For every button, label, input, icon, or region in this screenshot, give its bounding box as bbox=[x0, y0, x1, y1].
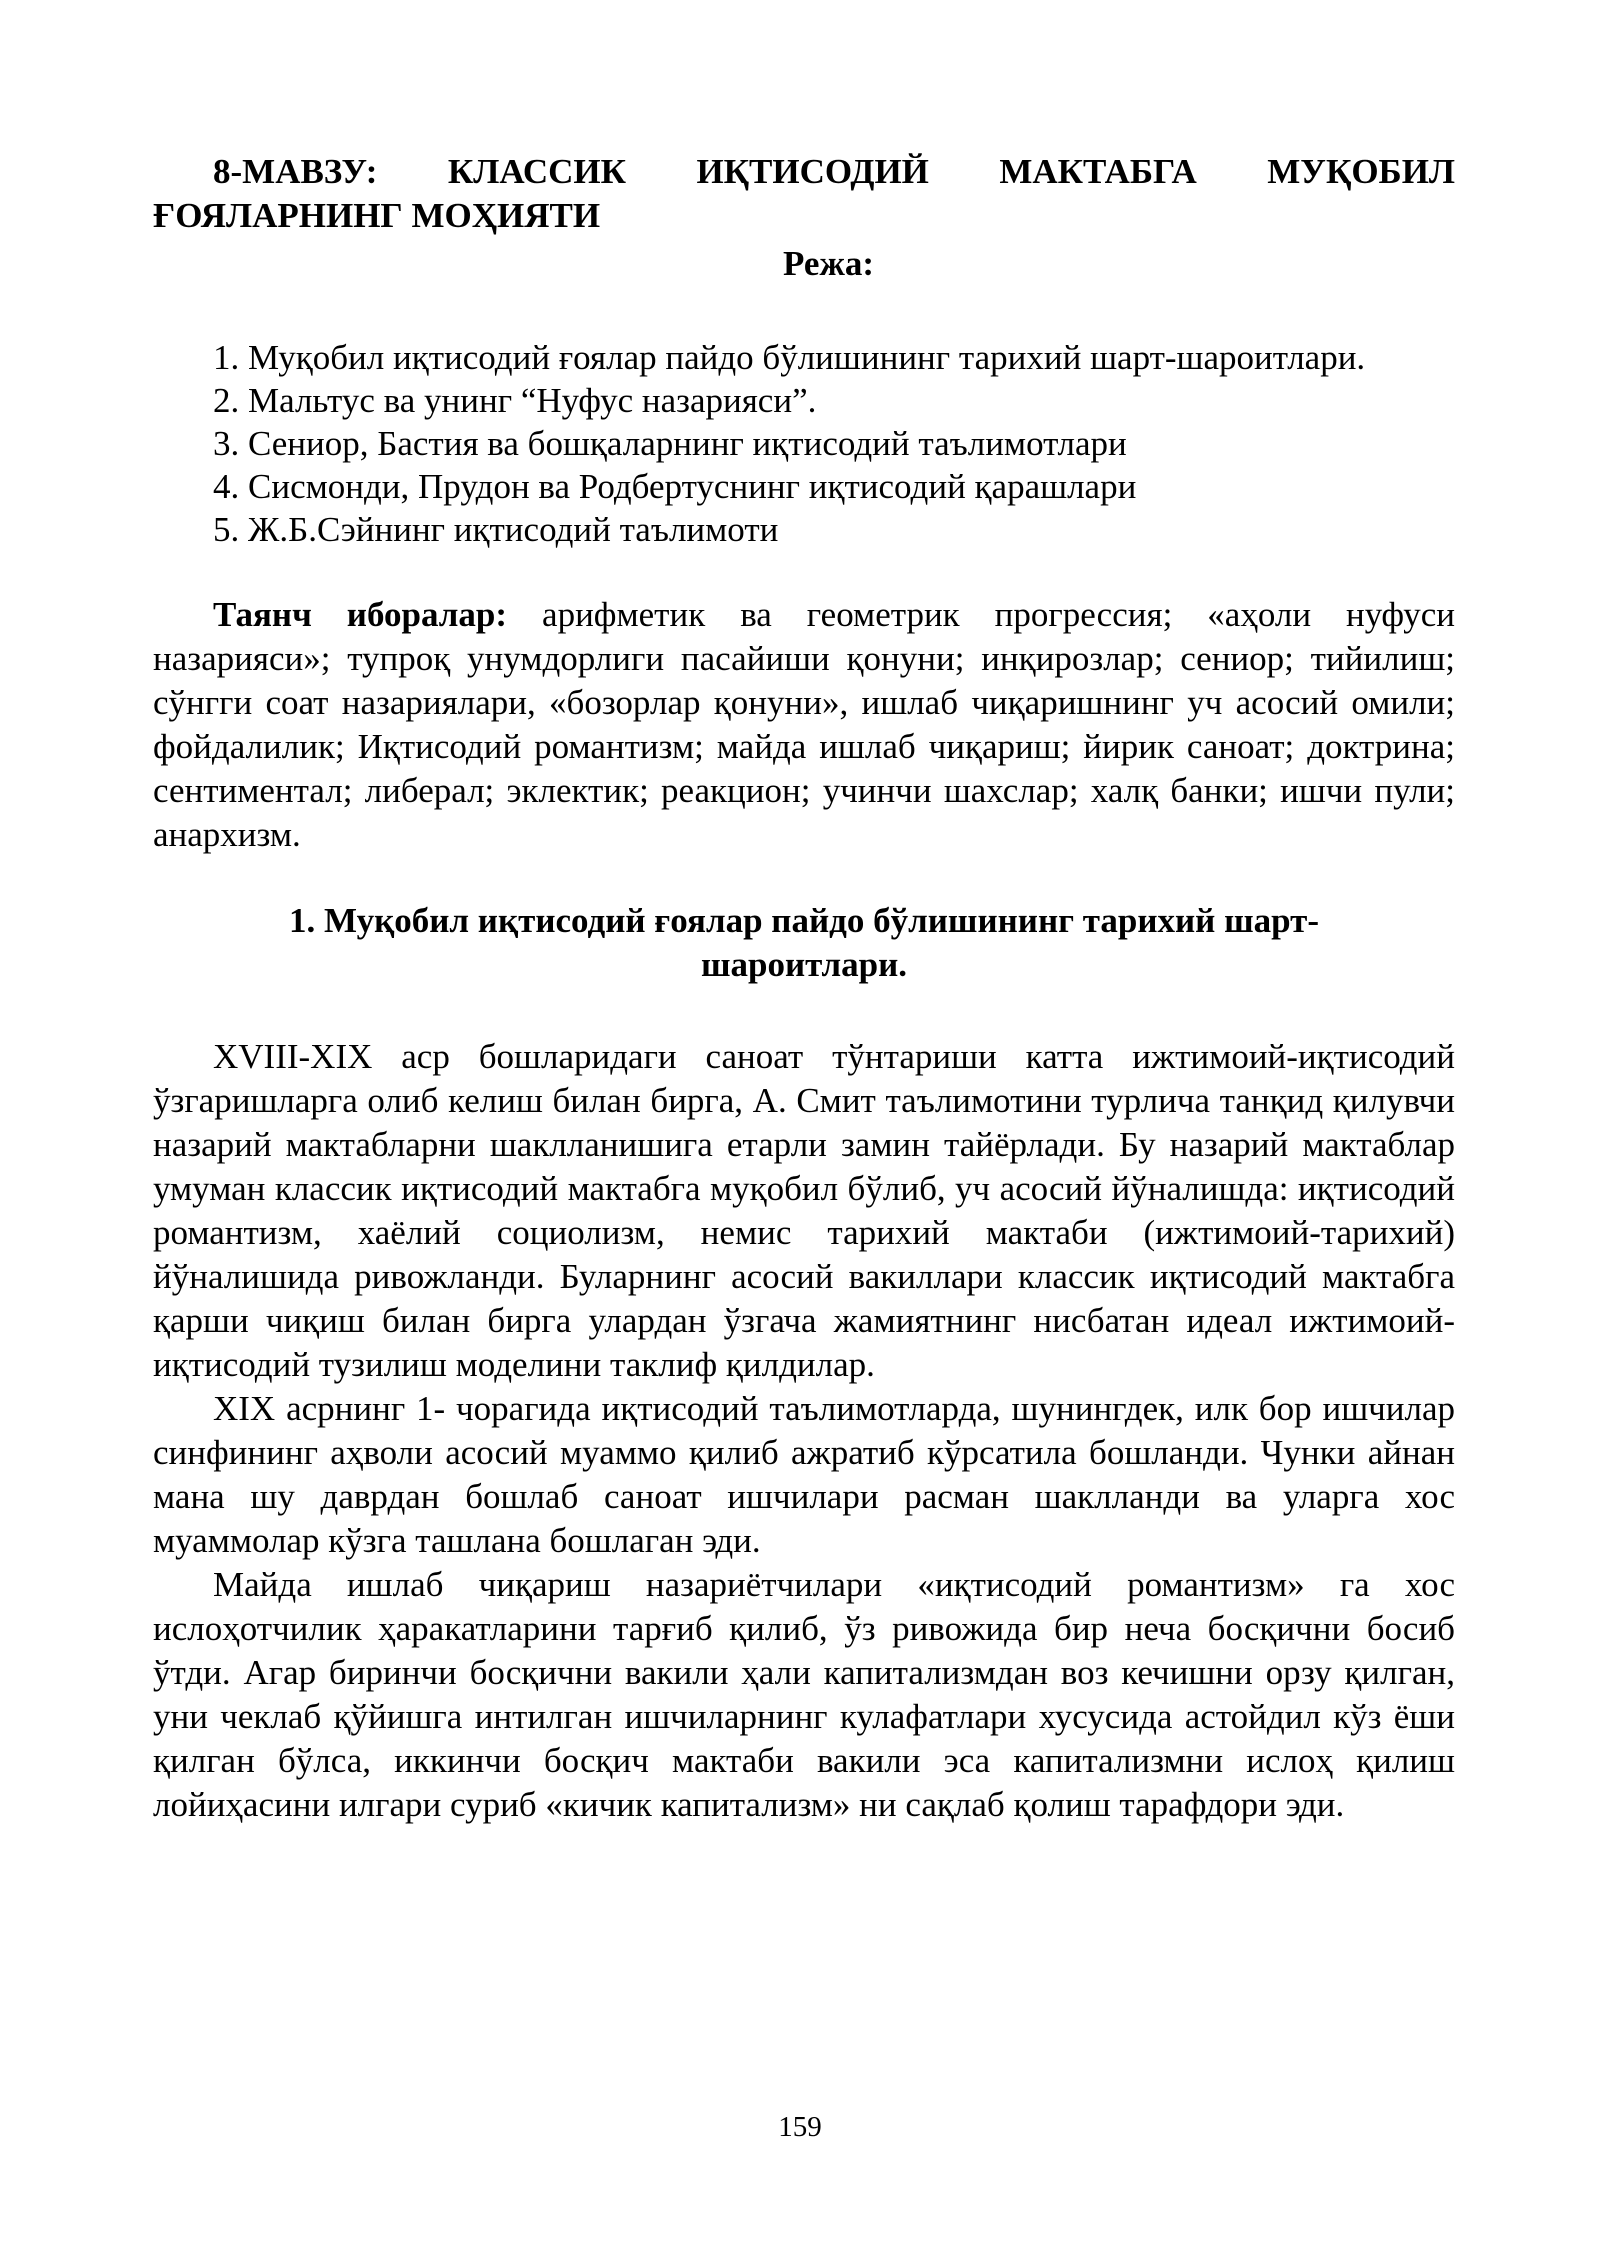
document-title-continued: ҒОЯЛАРНИНГ МОҲИЯТИ bbox=[153, 196, 601, 235]
section-heading: 1. Муқобил иқтисодий ғоялар пайдо бўлишининг тарихий шарт-шароитлари. bbox=[289, 901, 1319, 984]
plan-item: 1. Муқобил иқтисодий ғоялар пайдо бўлишининг тарихий шарт-шароитлари. bbox=[213, 338, 1366, 377]
body-paragraph: XVIII-XIX аср бошларидаги саноат тўнтариши катта ижтимоий-иқтисодий ўзгаришларга олиб келиш билан бирга, А. Смит таълимотини турлича танқид қилувчи назарий мактабларни шаклланишига етарли замин тайёрлади. Бу назарий мактаблар умуман классик иқтисодий мактабга муқобил бўлиб, уч асосий йўналишда: иқтисодий романтизм, хаёлий социолизм, немис тарихий мактаби (ижтимоий-тарихий) йўналишида ривожланди. Буларнинг асосий вакиллари классик иқтисодий мактабга қарши чиқиш билан бирга улардан ўзгача жамиятнинг нисбатан идеал ижтимоий-иқтисодий тузилиш моделини таклиф қилдилар. bbox=[153, 1037, 1455, 1384]
keywords-paragraph bbox=[153, 593, 1455, 857]
document-title: 8-МАВЗУ: КЛАССИК ИҚТИСОДИЙ МАКТАБГА МУҚОБИЛ bbox=[213, 152, 1455, 191]
page-number: 159 bbox=[778, 2111, 822, 2143]
body-paragraph: XIX асрнинг 1- чорагида иқтисодий таълимотларда, шунингдек, илк бор ишчилар синфининг аҳволи асосий муаммо қилиб ажратиб кўрсатила бошланди. Чунки айнан мана шу даврдан бошлаб саноат ишчилари расман шаклланди ва уларга хос муаммолар кўзга ташлана бошлаган эди. bbox=[153, 1389, 1455, 1560]
plan-heading: Режа: bbox=[783, 244, 874, 283]
plan-item: 4. Сисмонди, Прудон ва Родбертуснинг иқтисодий қарашлари bbox=[213, 467, 1137, 506]
keywords-text: арифметик ва геометрик прогрессия; «аҳоли нуфуси назарияси»; тупроқ унумдорлиги пасайиши қонуни; инқирозлар; сениор; тийилиш; сўнгги соат назариялари, «бозорлар қонуни», ишлаб чиқаришнинг уч асосий омили; фойдалилик; Иқтисодий романтизм; майда ишлаб чиқариш; йирик саноат; доктрина; сентиментал; либерал; эклектик; реакцион; учинчи шахслар; халқ банки; ишчи пули; анархизм. bbox=[153, 595, 1455, 854]
plan-item: 2. Мальтус ва унинг “Нуфус назарияси”. bbox=[213, 381, 817, 420]
plan-item: 3. Сениор, Бастия ва бошқаларнинг иқтисодий таълимотлари bbox=[213, 424, 1127, 463]
plan-item: 5. Ж.Б.Сэйнинг иқтисодий таълимоти bbox=[213, 510, 779, 549]
document-page bbox=[153, 150, 1455, 1827]
plan-list bbox=[153, 336, 1455, 551]
keywords-label: Таянч иборалар: bbox=[213, 595, 508, 634]
body-paragraph: Майда ишлаб чиқариш назариётчилари «иқтисодий романтизм» га хос ислоҳотчилик ҳаракатларини тарғиб қилиб, ўз ривожида бир неча босқични босиб ўтди. Агар биринчи босқични вакили ҳали капитализмдан воз кечишни орзу қилган, уни чеклаб қўйишга интилган ишчиларнинг кулафатлари хусусида астойдил кўз ёши қилган бўлса, иккинчи босқич мактаби вакили эса капитализмни ислоҳ қилиш лойиҳасини илгари суриб «кичик капитализм» ни сақлаб қолиш тарафдори эди. bbox=[153, 1565, 1455, 1824]
